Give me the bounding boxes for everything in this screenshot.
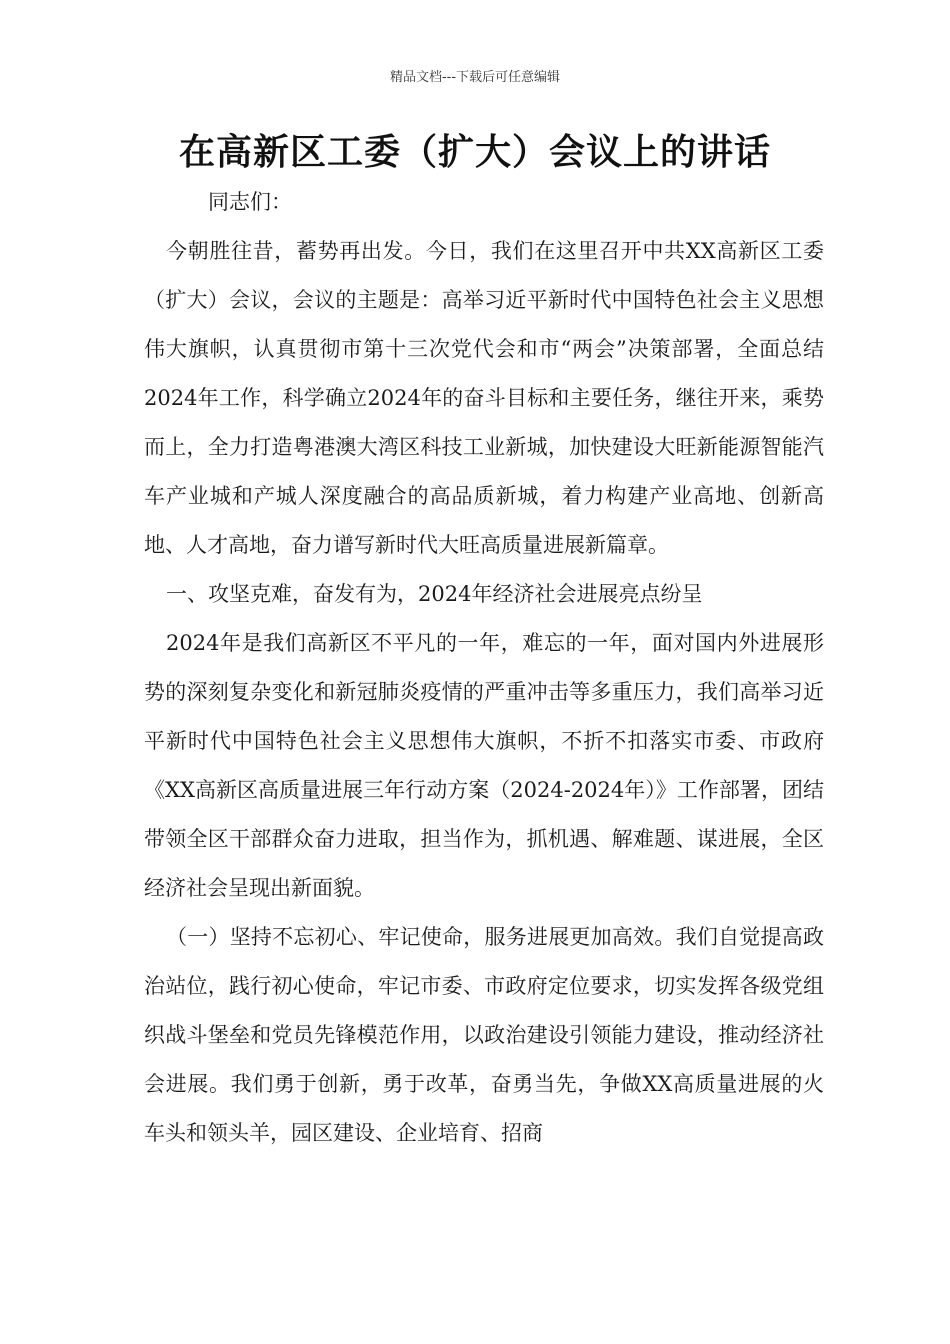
salutation: 同志们： [208, 190, 292, 214]
document-body [144, 178, 824, 1158]
paragraph-subsection-1: （一）坚持不忘初心、牢记使命，服务进展更加高效。我们自觉提高政治站位，践行初心使命，牢记市委、市政府定位要求，切实发挥各级党组织战斗堡垒和党员先锋模范作用，以政治建设引领能力建设，推动经济社会进展。我们勇于创新，勇于改革，奋勇当先，争做XX高质量进展的火车头和领头羊，园区建设、企业培育、招商 [144, 925, 824, 1145]
paragraph-intro: 今朝胜往昔，蓄势再出发。今日，我们在这里召开中共XX高新区工委（扩大）会议，会议的主题是：高举习近平新时代中国特色社会主义思想伟大旗帜，认真贯彻市第十三次党代会和市“两会”决策部署，全面总结2024年工作，科学确立2024年的奋斗目标和主要任务，继往开来，乘势而上，全力打造粤港澳大湾区科技工业新城，加快建设大旺新能源智能汽车产业城和产城人深度融合的高品质新城，着力构建产业高地、创新高地、人才高地，奋力谱写新时代大旺高质量进展新篇章。 [144, 239, 824, 557]
page-title: 在高新区工委（扩大）会议上的讲话 [178, 132, 771, 173]
paragraph-2024-review: 2024年是我们高新区不平凡的一年，难忘的一年，面对国内外进展形势的深刻复杂变化和新冠肺炎疫情的严重冲击等多重压力，我们高举习近平新时代中国特色社会主义思想伟大旗帜，不折不扣落实市委、市政府《XX高新区高质量进展三年行动方案（2024-2024年）》工作部署，团结带领全区干部群众奋力进取，担当作为，抓机遇、解难题、谋进展，全区经济社会呈现出新面貌。 [144, 631, 824, 900]
header-note: 精品文档---下载后可任意编辑 [389, 70, 561, 85]
section-heading-1: 一、攻坚克难，奋发有为，2024年经济社会进展亮点纷呈 [166, 582, 703, 606]
